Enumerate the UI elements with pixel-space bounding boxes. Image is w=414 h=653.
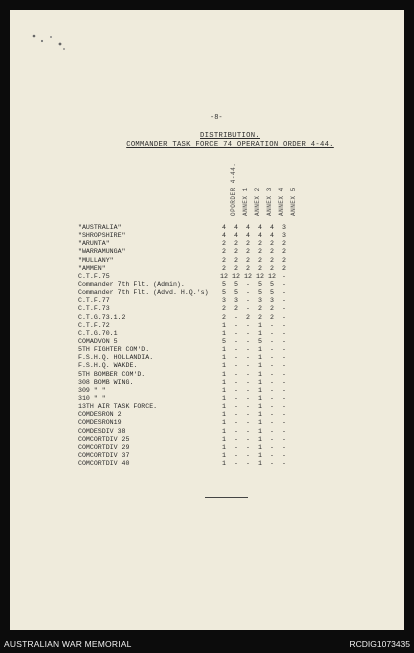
copy-count: - xyxy=(270,394,274,402)
copy-count: - xyxy=(246,394,250,402)
copy-count: - xyxy=(246,354,250,362)
table-row xyxy=(78,379,328,387)
copy-count: - xyxy=(246,362,250,370)
copy-count: 2 xyxy=(234,248,238,256)
table-row xyxy=(78,314,328,322)
recipient-label: 309 " " xyxy=(78,386,106,394)
copy-count: 12 xyxy=(256,272,264,280)
copy-count: 1 xyxy=(258,378,262,386)
table-row xyxy=(78,387,328,395)
table-row xyxy=(78,281,328,289)
recipient-label: COMDESRON19 xyxy=(78,419,122,427)
recipient-label: 13TH AIR TASK FORCE. xyxy=(78,403,158,411)
copy-count: 2 xyxy=(222,256,226,264)
copy-count: 1 xyxy=(222,370,226,378)
archive-source: AUSTRALIAN WAR MEMORIAL xyxy=(4,639,132,649)
copy-count: 5 xyxy=(258,337,262,345)
copy-count: - xyxy=(282,419,286,427)
copy-count: - xyxy=(234,337,238,345)
copy-count: 4 xyxy=(246,232,250,240)
copy-count: - xyxy=(246,419,250,427)
table-row xyxy=(78,346,328,354)
copy-count: - xyxy=(282,329,286,337)
copy-count: - xyxy=(282,386,286,394)
copy-count: 1 xyxy=(258,394,262,402)
copy-count: 2 xyxy=(246,313,250,321)
copy-count: 1 xyxy=(258,370,262,378)
copy-count: 2 xyxy=(222,248,226,256)
copy-count: 5 xyxy=(258,289,262,297)
copy-count: - xyxy=(282,280,286,288)
copy-count: - xyxy=(234,451,238,459)
page-number: -8- xyxy=(210,114,223,122)
copy-count: - xyxy=(282,460,286,468)
copy-count: - xyxy=(246,403,250,411)
copy-count: 12 xyxy=(268,272,276,280)
copy-count: - xyxy=(234,411,238,419)
copy-count: - xyxy=(234,329,238,337)
copy-count: - xyxy=(282,297,286,305)
copy-count: 4 xyxy=(222,224,226,231)
copy-count: 2 xyxy=(234,264,238,272)
copy-count: 2 xyxy=(246,256,250,264)
table-row xyxy=(78,330,328,338)
recipient-label: F.S.H.Q. HOLLANDIA. xyxy=(78,354,154,362)
copy-count: 1 xyxy=(222,403,226,411)
copy-count: - xyxy=(234,460,238,468)
copy-count: 4 xyxy=(222,232,226,240)
copy-count: - xyxy=(270,329,274,337)
table-row xyxy=(78,232,328,240)
copy-count: 4 xyxy=(246,224,250,231)
copy-count: - xyxy=(282,305,286,313)
recipient-label: COMDESDIV 38 xyxy=(78,427,126,435)
recipient-label: "AUSTRALIA" xyxy=(78,224,122,231)
table-row xyxy=(78,240,328,248)
copy-count: 1 xyxy=(222,362,226,370)
copy-count: - xyxy=(246,280,250,288)
copy-count: 5 xyxy=(222,280,226,288)
copy-count: - xyxy=(234,386,238,394)
copy-count: 2 xyxy=(270,264,274,272)
copy-count: - xyxy=(270,337,274,345)
copy-count: - xyxy=(246,289,250,297)
copy-count: - xyxy=(282,435,286,443)
column-header-annex-5: ANNEX 5 xyxy=(290,187,297,216)
copy-count: - xyxy=(270,460,274,468)
table-row xyxy=(78,257,328,265)
table-row xyxy=(78,224,328,232)
copy-count: 1 xyxy=(222,460,226,468)
copy-count: - xyxy=(282,403,286,411)
copy-count: 1 xyxy=(222,321,226,329)
table-row xyxy=(78,436,328,444)
copy-count: - xyxy=(270,378,274,386)
copy-count: 1 xyxy=(258,451,262,459)
copy-count: 12 xyxy=(220,272,228,280)
copy-count: - xyxy=(246,378,250,386)
copy-count: 3 xyxy=(282,224,286,231)
copy-count: - xyxy=(270,419,274,427)
table-row xyxy=(78,289,328,297)
copy-count: - xyxy=(246,321,250,329)
copy-count: - xyxy=(234,321,238,329)
recipient-label: C.T.F.77 xyxy=(78,297,110,305)
copy-count: - xyxy=(282,411,286,419)
copy-count: 2 xyxy=(270,305,274,313)
table-row xyxy=(78,444,328,452)
table-row xyxy=(78,411,328,419)
recipient-label: F.S.H.Q. WAKDE. xyxy=(78,362,138,370)
copy-count: 3 xyxy=(270,297,274,305)
copy-count: 2 xyxy=(258,248,262,256)
copy-count: 2 xyxy=(258,305,262,313)
copy-count: - xyxy=(270,403,274,411)
copy-count: - xyxy=(246,346,250,354)
copy-count: - xyxy=(270,321,274,329)
copy-count: - xyxy=(246,386,250,394)
copy-count: 1 xyxy=(222,419,226,427)
table-row xyxy=(78,248,328,256)
copy-count: 2 xyxy=(222,305,226,313)
copy-count: 2 xyxy=(282,264,286,272)
copy-count: 1 xyxy=(258,443,262,451)
table-row xyxy=(78,354,328,362)
copy-count: 1 xyxy=(258,419,262,427)
recipient-label: COMCORTDIV 29 xyxy=(78,443,130,451)
copy-count: - xyxy=(234,362,238,370)
copy-count: 2 xyxy=(258,313,262,321)
copy-count: 1 xyxy=(222,427,226,435)
copy-count: 3 xyxy=(282,232,286,240)
copy-count: - xyxy=(234,443,238,451)
copy-count: 3 xyxy=(222,297,226,305)
copy-count: - xyxy=(234,354,238,362)
copy-count: - xyxy=(234,394,238,402)
copy-count: 1 xyxy=(222,386,226,394)
copy-count: 5 xyxy=(234,289,238,297)
copy-count: - xyxy=(234,427,238,435)
table-row xyxy=(78,297,328,305)
copy-count: 1 xyxy=(258,435,262,443)
copy-count: 1 xyxy=(222,354,226,362)
recipient-label: C.T.F.73 xyxy=(78,305,110,313)
column-header-annex-2: ANNEX 2 xyxy=(254,187,261,216)
copy-count: - xyxy=(270,435,274,443)
copy-count: 1 xyxy=(222,435,226,443)
recipient-label: C.T.G.70.1 xyxy=(78,329,118,337)
copy-count: - xyxy=(270,451,274,459)
recipient-label: "SHROPSHIRE" xyxy=(78,232,126,240)
copy-count: - xyxy=(270,427,274,435)
copy-count: 1 xyxy=(222,329,226,337)
copy-count: 3 xyxy=(258,297,262,305)
copy-count: - xyxy=(282,346,286,354)
copy-count: 5 xyxy=(222,337,226,345)
copy-count: - xyxy=(282,394,286,402)
copy-count: - xyxy=(246,370,250,378)
copy-count: - xyxy=(234,346,238,354)
copy-count: - xyxy=(282,337,286,345)
recipient-label: "AMMEN" xyxy=(78,264,106,272)
recipient-label: Commander 7th Flt. (Admin). xyxy=(78,280,185,288)
copy-count: - xyxy=(234,403,238,411)
copy-count: 4 xyxy=(234,224,238,231)
copy-count: 1 xyxy=(258,460,262,468)
copy-count: 12 xyxy=(244,272,252,280)
copy-count: - xyxy=(270,346,274,354)
copy-count: 1 xyxy=(258,346,262,354)
copy-count: 2 xyxy=(270,240,274,248)
recipient-label: "MULLANY" xyxy=(78,256,114,264)
copy-count: - xyxy=(282,443,286,451)
table-row xyxy=(78,428,328,436)
copy-count: - xyxy=(270,354,274,362)
copy-count: 5 xyxy=(258,280,262,288)
copy-count: 2 xyxy=(246,264,250,272)
recipient-label: "ARUNTA" xyxy=(78,240,110,248)
copy-count: 2 xyxy=(258,264,262,272)
table-row xyxy=(78,452,328,460)
copy-count: - xyxy=(246,337,250,345)
recipient-label: 310 " " xyxy=(78,394,106,402)
copy-count: - xyxy=(246,443,250,451)
copy-count: 4 xyxy=(270,224,274,231)
copy-count: 4 xyxy=(258,224,262,231)
archive-reference: RCDIG1073435 xyxy=(349,639,410,649)
copy-count: - xyxy=(234,378,238,386)
copy-count: 2 xyxy=(282,256,286,264)
table-row xyxy=(78,403,328,411)
copy-count: 2 xyxy=(270,256,274,264)
table-row xyxy=(78,419,328,427)
recipient-label: C.T.G.73.1.2 xyxy=(78,313,126,321)
copy-count: - xyxy=(234,370,238,378)
copy-count: 2 xyxy=(282,248,286,256)
recipient-label: "WARRAMUNGA" xyxy=(78,248,126,256)
copy-count: - xyxy=(246,451,250,459)
copy-count: 2 xyxy=(234,256,238,264)
recipient-label: C.T.F.75 xyxy=(78,272,110,280)
copy-count: 1 xyxy=(222,451,226,459)
copy-count: 2 xyxy=(282,240,286,248)
table-row xyxy=(78,265,328,273)
operation-order-heading: COMMANDER TASK FORCE 74 OPERATION ORDER 4-44. xyxy=(126,141,334,149)
copy-count: 2 xyxy=(234,305,238,313)
copy-count: 1 xyxy=(222,411,226,419)
copy-count: 1 xyxy=(258,362,262,370)
copy-count: 5 xyxy=(270,280,274,288)
copy-count: 2 xyxy=(246,240,250,248)
copy-count: - xyxy=(270,411,274,419)
copy-count: 5 xyxy=(222,289,226,297)
archive-footer xyxy=(0,634,414,653)
table-row xyxy=(78,322,328,330)
copy-count: 1 xyxy=(258,411,262,419)
recipient-label: 5TH FIGHTER COM'D. xyxy=(78,346,150,354)
column-header-oporder: OPORDER 4-44. xyxy=(230,162,237,216)
copy-count: - xyxy=(246,411,250,419)
copy-count: 4 xyxy=(270,232,274,240)
copy-count: 1 xyxy=(258,321,262,329)
recipient-label: COMCORTDIV 40 xyxy=(78,460,130,468)
copy-count: 2 xyxy=(222,313,226,321)
copy-count: 2 xyxy=(222,264,226,272)
end-rule xyxy=(205,497,248,498)
paper-stain-mark xyxy=(20,24,70,52)
copy-count: 1 xyxy=(258,386,262,394)
copy-count: - xyxy=(270,386,274,394)
table-row xyxy=(78,338,328,346)
copy-count: - xyxy=(282,370,286,378)
document-page xyxy=(10,10,404,630)
copy-count: 2 xyxy=(258,240,262,248)
copy-count: 12 xyxy=(232,272,240,280)
copy-count: 1 xyxy=(258,329,262,337)
copy-count: 5 xyxy=(234,280,238,288)
copy-count: 5 xyxy=(270,289,274,297)
copy-count: - xyxy=(282,378,286,386)
copy-count: - xyxy=(270,370,274,378)
copy-count: 4 xyxy=(258,232,262,240)
copy-count: 1 xyxy=(258,403,262,411)
copy-count: 1 xyxy=(258,354,262,362)
recipient-label: COMCORTDIV 37 xyxy=(78,451,130,459)
copy-count: - xyxy=(282,313,286,321)
table-row xyxy=(78,395,328,403)
copy-count: - xyxy=(246,435,250,443)
copy-count: - xyxy=(282,289,286,297)
recipient-label: COMDESRON 2 xyxy=(78,411,122,419)
copy-count: - xyxy=(270,362,274,370)
distribution-table xyxy=(78,224,328,468)
copy-count: 3 xyxy=(234,297,238,305)
copy-count: - xyxy=(282,321,286,329)
table-row xyxy=(78,305,328,313)
recipient-label: Commander 7th Flt. (Advd. H.Q.'s) xyxy=(78,289,209,297)
copy-count: 2 xyxy=(258,256,262,264)
recipient-label: 308 BOMB WING. xyxy=(78,378,134,386)
copy-count: - xyxy=(282,451,286,459)
recipient-label: COMCORTDIV 25 xyxy=(78,435,130,443)
copy-count: 2 xyxy=(222,240,226,248)
copy-count: - xyxy=(270,443,274,451)
column-header-annex-3: ANNEX 3 xyxy=(266,187,273,216)
copy-count: - xyxy=(234,419,238,427)
copy-count: - xyxy=(282,427,286,435)
copy-count: - xyxy=(282,354,286,362)
copy-count: - xyxy=(234,313,238,321)
copy-count: - xyxy=(246,427,250,435)
copy-count: - xyxy=(246,305,250,313)
copy-count: - xyxy=(246,460,250,468)
copy-count: 1 xyxy=(222,394,226,402)
copy-count: 1 xyxy=(222,346,226,354)
copy-count: - xyxy=(282,272,286,280)
column-header-annex-4: ANNEX 4 xyxy=(278,187,285,216)
copy-count: - xyxy=(282,362,286,370)
copy-count: 4 xyxy=(234,232,238,240)
copy-count: 1 xyxy=(222,443,226,451)
table-row xyxy=(78,460,328,468)
copy-count: - xyxy=(246,297,250,305)
copy-count: 2 xyxy=(246,248,250,256)
copy-count: 2 xyxy=(270,313,274,321)
table-row xyxy=(78,273,328,281)
column-header-annex-1: ANNEX 1 xyxy=(242,187,249,216)
copy-count: - xyxy=(234,435,238,443)
copy-count: 2 xyxy=(270,248,274,256)
table-row xyxy=(78,362,328,370)
copy-count: 2 xyxy=(234,240,238,248)
recipient-label: 5TH BOMBER COM'D. xyxy=(78,370,146,378)
distribution-heading: DISTRIBUTION. xyxy=(200,132,260,140)
recipient-label: COMADVON 5 xyxy=(78,337,118,345)
copy-count: 1 xyxy=(222,378,226,386)
recipient-label: C.T.F.72 xyxy=(78,321,110,329)
table-row xyxy=(78,371,328,379)
copy-count: 1 xyxy=(258,427,262,435)
copy-count: - xyxy=(246,329,250,337)
